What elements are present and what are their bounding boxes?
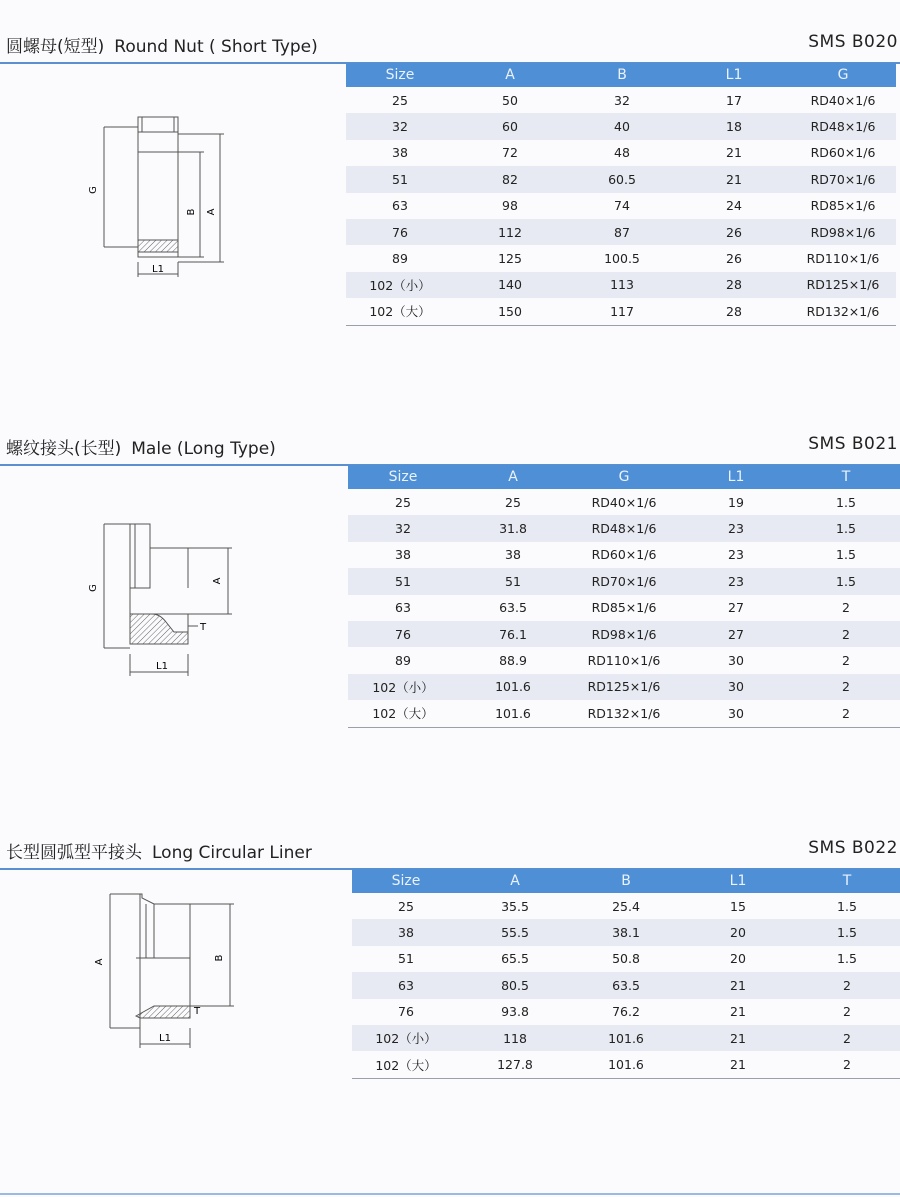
cell-l1: 27 [728,600,744,616]
cell-t: 2 [794,1025,900,1051]
cell-g: RD40×1/6 [810,92,876,108]
cell-b: 60.5 [566,166,678,192]
table-header-row [348,465,900,489]
cell-size: 25 [398,898,414,914]
cell-t: 2 [792,700,900,727]
cell-l1: 15 [730,898,746,914]
cell-a: 118 [460,1025,570,1051]
table-row [348,568,900,594]
column-header-t: T [792,465,900,489]
cell-a: 98 [502,198,518,214]
cell-l1: 23 [680,568,792,594]
cell-g: RD85×1/6 [591,600,657,616]
cell-g: RD125×1/6 [568,674,680,700]
table-row [348,647,900,673]
cell-l1: 20 [730,951,746,967]
dim-label-a: A [94,958,105,966]
cell-a: 101.6 [458,674,568,700]
cell-l1: 23 [728,547,744,563]
cell-g: RD48×1/6 [790,113,896,139]
cell-l1: 27 [680,621,792,647]
product-code: SMS B021 [808,434,898,454]
column-header-size: Size [352,869,460,893]
cell-a: 125 [498,251,522,267]
cell-a: 60 [454,113,566,139]
cell-t: 1.5 [837,898,857,914]
cell-a: 140 [454,272,566,298]
title-en: Male (Long Type) [131,439,276,459]
cell-l1: 30 [680,674,792,700]
table-row [348,489,900,515]
table-row [352,1025,900,1051]
table-row [348,674,900,700]
cell-t: 1.5 [792,568,900,594]
table-body [346,87,896,325]
cell-l1: 20 [682,919,794,945]
cell-t: 2 [792,621,900,647]
cell-a: 50 [502,92,518,108]
cell-size: 32 [348,515,458,541]
dim-label-t: T [200,622,207,633]
cell-t: 1.5 [792,515,900,541]
cell-a: 51 [458,568,568,594]
cell-size: 102（小） [346,272,454,298]
cell-a: 35.5 [501,898,529,914]
cell-g: RD85×1/6 [810,198,876,214]
cell-a: 112 [454,219,566,245]
table-body [348,489,900,727]
cell-a: 93.8 [501,1004,529,1020]
table-row [348,515,900,541]
cell-size: 102（大） [352,1051,460,1078]
table-row [348,595,900,621]
dim-label-a: A [206,208,217,216]
cell-t: 2 [842,653,850,669]
cell-t: 1.5 [794,919,900,945]
cell-size: 89 [395,653,411,669]
cell-size: 102（小） [348,674,458,700]
cell-size: 38 [352,919,460,945]
cell-b: 48 [614,145,630,161]
cell-size: 38 [395,547,411,563]
column-header-b: B [570,869,682,893]
table-row [346,113,896,139]
cell-size: 63 [392,198,408,214]
table-body [352,893,900,1078]
cell-b: 100.5 [604,251,640,267]
cell-l1: 21 [682,1051,794,1078]
cell-g: RD40×1/6 [591,494,657,510]
table-row [352,919,900,945]
cell-size: 25 [395,494,411,510]
male-long-drawing [80,514,250,684]
cell-t: 1.5 [836,494,856,510]
column-header-size: Size [348,465,458,489]
product-code: SMS B020 [808,32,898,52]
table-row [352,893,900,919]
cell-a: 76.1 [458,621,568,647]
table-row [346,219,896,245]
dim-label-l1: L1 [156,661,168,672]
cell-l1: 24 [726,198,742,214]
title-en: Round Nut ( Short Type) [114,37,318,57]
column-header-a: A [458,465,568,489]
column-header-t: T [794,869,900,893]
cell-a: 25 [505,494,521,510]
cell-l1: 19 [728,494,744,510]
long-circular-liner-drawing [80,888,250,1058]
cell-l1: 28 [678,272,790,298]
cell-l1: 28 [678,298,790,325]
cell-b: 38.1 [570,919,682,945]
spec-table [346,63,896,326]
cell-l1: 26 [726,251,742,267]
column-header-g: G [790,63,896,87]
table-row [352,946,900,972]
cell-g: RD60×1/6 [591,547,657,563]
dim-label-b: B [214,954,225,962]
cell-size: 25 [392,92,408,108]
cell-size: 102（大） [346,298,454,325]
title-cn: 圆螺母(短型) [6,37,105,57]
title-cn: 长型圆弧型平接头 [6,843,142,863]
cell-b: 113 [566,272,678,298]
cell-size: 89 [392,251,408,267]
column-header-l1: L1 [678,63,790,87]
title-en: Long Circular Liner [152,843,312,863]
cell-b: 50.8 [612,951,640,967]
section-title [6,32,318,57]
table-row [346,245,896,271]
dim-label-g: G [88,584,99,592]
cell-l1: 23 [680,515,792,541]
cell-l1: 26 [678,219,790,245]
cell-g: RD125×1/6 [790,272,896,298]
cell-g: RD132×1/6 [568,700,680,727]
table-header-row [352,869,900,893]
cell-g: RD110×1/6 [587,653,661,669]
cell-l1: 18 [678,113,790,139]
cell-a: 31.8 [458,515,568,541]
title-cn: 螺纹接头(长型) [6,439,122,459]
dim-label-a: A [212,577,223,585]
cell-l1: 30 [728,653,744,669]
table-row [352,972,900,998]
table-row [346,272,896,298]
dim-label-l1: L1 [152,264,164,275]
cell-size: 102（小） [352,1025,460,1051]
dim-label-g: G [88,186,99,194]
cell-a: 127.8 [460,1051,570,1078]
table-row [348,700,900,727]
cell-a: 88.9 [499,653,527,669]
cell-size: 76 [348,621,458,647]
cell-b: 63.5 [570,972,682,998]
cell-g: RD98×1/6 [568,621,680,647]
cell-l1: 21 [682,972,794,998]
column-header-g: G [568,465,680,489]
cell-size: 32 [346,113,454,139]
cell-l1: 21 [730,1004,746,1020]
section-title [6,838,312,863]
table-row [348,542,900,568]
cell-b: 40 [566,113,678,139]
table-row [346,140,896,166]
table-row [346,298,896,325]
cell-g: RD132×1/6 [790,298,896,325]
cell-size: 63 [395,600,411,616]
cell-a: 150 [454,298,566,325]
cell-b: 74 [614,198,630,214]
table-row [352,1051,900,1078]
cell-size: 51 [398,951,414,967]
cell-g: RD60×1/6 [810,145,876,161]
table-header-row [346,63,896,87]
spec-table [352,869,900,1079]
cell-g: RD70×1/6 [790,166,896,192]
cell-l1: 21 [682,1025,794,1051]
cell-a: 38 [505,547,521,563]
cell-g: RD110×1/6 [806,251,880,267]
cell-a: 55.5 [460,919,570,945]
cell-a: 80.5 [460,972,570,998]
cell-g: RD98×1/6 [790,219,896,245]
dim-label-t: T [194,1006,201,1017]
cell-a: 63.5 [499,600,527,616]
table-row [352,999,900,1025]
cell-t: 2 [843,1004,851,1020]
dim-label-b: B [186,208,197,216]
cell-size: 51 [348,568,458,594]
table-row [348,621,900,647]
cell-g: RD48×1/6 [568,515,680,541]
cell-t: 2 [842,600,850,616]
cell-t: 2 [794,1051,900,1078]
cell-b: 117 [566,298,678,325]
table-row [346,166,896,192]
cell-t: 2 [794,972,900,998]
cell-b: 32 [614,92,630,108]
column-header-l1: L1 [682,869,794,893]
cell-size: 51 [346,166,454,192]
cell-t: 1.5 [837,951,857,967]
column-header-size: Size [346,63,454,87]
cell-a: 82 [454,166,566,192]
cell-b: 101.6 [570,1051,682,1078]
cell-a: 101.6 [458,700,568,727]
cell-size: 63 [352,972,460,998]
column-header-b: B [566,63,678,87]
cell-l1: 17 [726,92,742,108]
spec-table [348,465,900,728]
cell-t: 1.5 [836,547,856,563]
cell-l1: 30 [680,700,792,727]
column-header-a: A [454,63,566,87]
column-header-l1: L1 [680,465,792,489]
round-nut-drawing [80,112,240,282]
cell-b: 25.4 [612,898,640,914]
cell-size: 76 [398,1004,414,1020]
cell-size: 102（大） [348,700,458,727]
cell-b: 76.2 [612,1004,640,1020]
product-code: SMS B022 [808,838,898,858]
section-title [6,434,276,459]
cell-l1: 21 [678,166,790,192]
table-row [346,87,896,113]
table-row [346,193,896,219]
cell-g: RD70×1/6 [568,568,680,594]
cell-t: 2 [792,674,900,700]
cell-a: 65.5 [501,951,529,967]
cell-b: 87 [566,219,678,245]
cell-size: 38 [392,145,408,161]
cell-size: 76 [346,219,454,245]
page-bottom-rule [0,1193,900,1195]
dim-label-l1: L1 [159,1033,171,1044]
cell-a: 72 [502,145,518,161]
cell-b: 101.6 [570,1025,682,1051]
cell-l1: 21 [726,145,742,161]
column-header-a: A [460,869,570,893]
